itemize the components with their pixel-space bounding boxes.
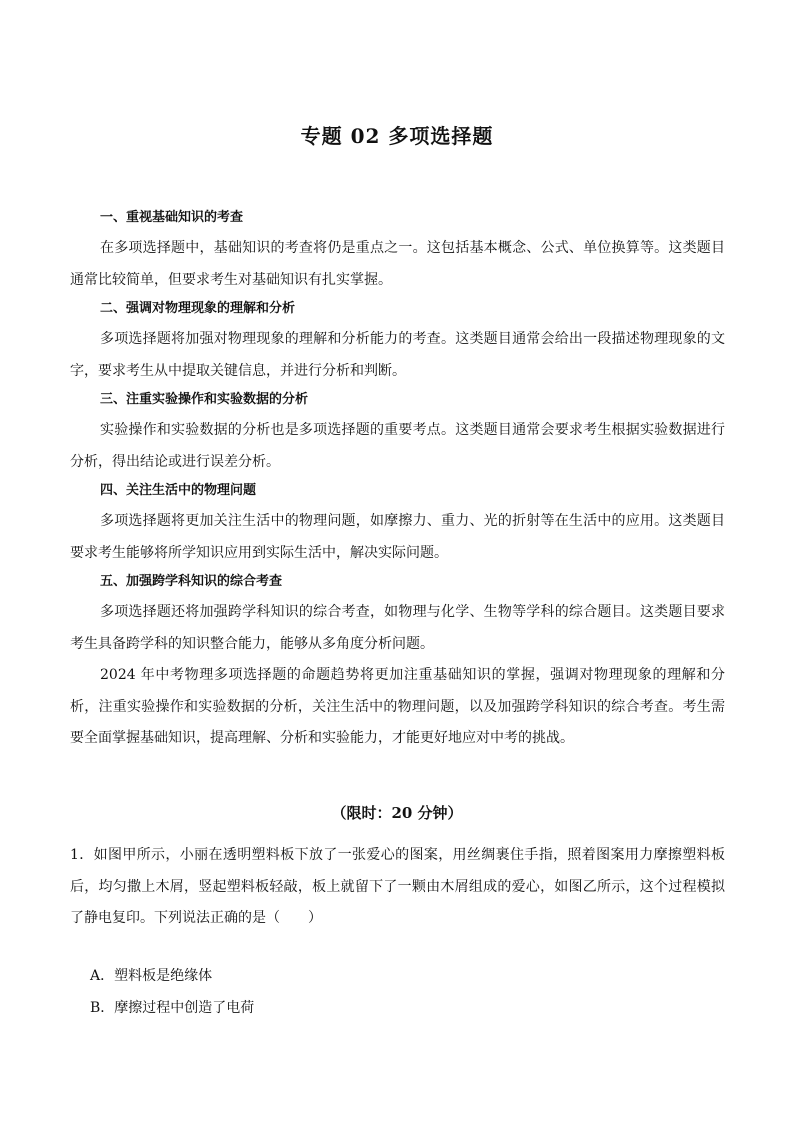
section-text-2: 多项选择题将加强对物理现象的理解和分析能力的考查。这类题目通常会给出一段描述物理现象的文字，要求考生从中提取关键信息，并进行分析和判断。 [70,331,725,379]
question-1-option-b: B．摩擦过程中创造了电荷 [90,1000,255,1016]
summary-paragraph: 2024 年中考物理多项选择题的命题趋势将更加注重基础知识的掌握，强调对物理现象的理解和分析，注重实验操作和实验数据的分析，关注生活中的物理问题，以及加强跨学科知识的综合考查。考生需要全面掌握基础知识，提高理解、分析和实验能力，才能更好地应对中考的挑战。 [70,667,725,746]
section-heading-5: 五、加强跨学科知识的综合考查 [100,574,283,589]
section-heading-1: 一、重视基础知识的考查 [100,210,244,225]
question-1-option-a: A．塑料板是绝缘体 [90,968,213,984]
section-text-5: 多项选择题还将加强跨学科知识的综合考查，如物理与化学、生物等学科的综合题目。这类题目要求考生具备跨学科的知识整合能力，能够从多角度分析问题。 [70,604,725,652]
section-heading-3: 三、注重实验操作和实验数据的分析 [100,392,309,407]
document-body [70,205,725,755]
section-text-4: 多项选择题将更加关注生活中的物理问题，如摩擦力、重力、光的折射等在生活中的应用。这类题目要求考生能够将所学知识应用到实际生活中，解决实际问题。 [70,513,725,561]
section-text-3: 实验操作和实验数据的分析也是多项选择题的重要考点。这类题目通常会要求考生根据实验数据进行分析，得出结论或进行误差分析。 [70,422,725,470]
section-text-1: 在多项选择题中，基础知识的考查将仍是重点之一。这包括基本概念、公式、单位换算等。这类题目通常比较简单，但要求考生对基础知识有扎实掌握。 [70,240,725,288]
document-title: 专题 02 多项选择题 [300,124,494,148]
question-1-text: 1．如图甲所示，小丽在透明塑料板下放了一张爱心的图案，用丝绸裹住手指，照着图案用力摩擦塑料板后，均匀撒上木屑，竖起塑料板轻敲，板上就留下了一颗由木屑组成的爱心，如图乙所示，这个过程模拟了静电复印。下列说法正确的是（ ） [70,847,725,926]
time-limit: （限时：20 分钟） [331,804,463,822]
section-heading-4: 四、关注生活中的物理问题 [100,483,257,498]
section-heading-2: 二、强调对物理现象的理解和分析 [100,301,296,316]
